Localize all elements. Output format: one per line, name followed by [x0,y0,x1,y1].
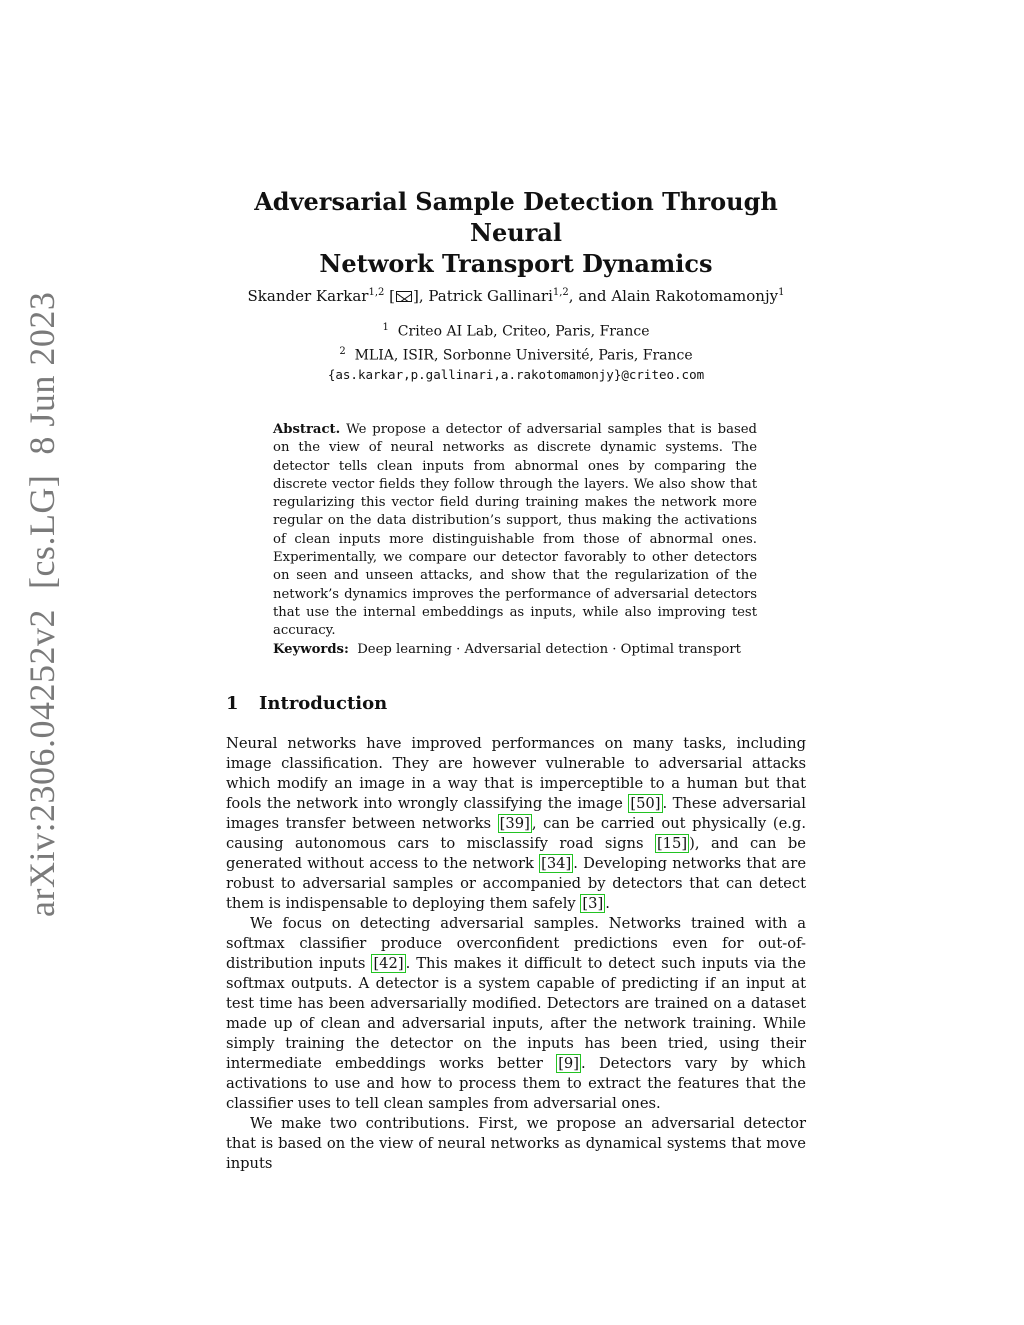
author-name: Patrick Gallinari [428,287,553,305]
arxiv-category: [cs.LG] [22,474,62,590]
keywords-label: Keywords: [273,642,349,657]
affiliations [226,318,806,385]
affiliation-text: MLIA, ISIR, Sorbonne Université, Paris, France [354,347,693,364]
abstract-text: We propose a detector of adversarial samples that is based on the view of neural networks as discrete dynamic systems. The detector tells clean inputs from abnormal ones by comparing the discrete vector fields they follow through the layers. We also show that regularizing this vector field during training makes the network more regular on the data distribution’s support, thus making the activations of clean inputs more distinguishable from those of abnormal ones. Experimentally, we compare our detector favorably to other detectors on seen and unseen attacks, and show that the regularization of the network’s dynamics improves the performance of adversarial detectors that use the internal embeddings as inputs, while also improving test accuracy. [273,422,757,639]
author-emails [226,365,806,385]
paragraph [226,734,806,914]
arxiv-identifier-stamp[interactable] [22,291,62,927]
author-separator: ], [412,287,429,305]
paragraph-text: , can be carried out physically (e.g. causing autonomous cars to misclassify road signs [226,815,807,852]
affiliation-mark: 2 [339,345,346,357]
arxiv-id[interactable]: arXiv:2306.04252v2 [22,609,62,917]
paper-title [226,186,806,279]
citation-link[interactable]: [39] [499,815,530,832]
citation-link[interactable]: [3] [582,895,604,912]
title-line-1: Adversarial Sample Detection Through Neural [254,187,778,247]
keywords [273,641,757,659]
paragraph-text: We make two contributions. First, we propose an adversarial detector that is based on the view of neural networks as dynamical systems that move inputs [226,1115,806,1172]
paragraph-text: . These adversarial images transfer between networks [226,795,806,832]
paragraph [226,914,806,1114]
affiliation-line [226,318,806,342]
paragraph-text: ), and can be generated without access to the network [226,835,806,872]
introduction-body [226,734,806,1174]
citation-link[interactable]: [50] [630,795,661,812]
affiliation-line [226,342,806,366]
author-name: Skander Karkar [247,287,369,305]
arxiv-date: 8 Jun 2023 [22,291,62,455]
envelope-icon[interactable] [396,291,412,302]
paragraph [226,1114,806,1174]
section-title: Introduction [259,693,388,714]
author-affil-mark: 1 [778,287,785,298]
citation-link[interactable]: [42] [373,955,404,972]
author-list: Skander Karkar$^{1,2}$ [ ], Patrick Gallinari$^{1,2}$, and Alain Rakotomamonjy$^1$ [247,287,785,305]
citation-link[interactable]: [9] [558,1055,579,1072]
citation-link[interactable]: [34] [541,855,572,872]
affiliation-text: Criteo AI Lab, Criteo, Paris, France [397,323,650,340]
paragraph-text: . [605,895,610,912]
affiliation-mark: 1 [382,322,389,333]
paragraph-text: We focus on detecting adversarial samples. Networks trained with a softmax classifier produce overconfident predictions even for out-of-distribution inputs [226,915,806,972]
author-separator: , and [568,287,612,305]
section-heading [226,692,387,716]
section-number: 1 [226,693,239,714]
paragraph-text: Neural networks have improved performances on many tasks, including image classification. They are however vulnerable to adversarial attacks which modify an image in a way that is imperceptible to a human but that fools the network into wrongly classifying the image [226,735,806,812]
author-affil-mark: 1,2 [552,287,569,298]
citation-link[interactable]: [15] [656,835,688,852]
paragraph-text: . Developing networks that are robust to adversarial samples or accompanied by detectors that can detect them is indispensable to deploying them safely [226,855,807,912]
abstract [273,421,757,641]
keywords-text: Deep learning · Adversarial detection · Optimal transport [357,642,741,657]
paragraph-text: . This makes it difficult to detect such inputs via the softmax outputs. A detector is a system capable of predicting if an input at test time has been adversarially modified. Detectors are trained on a dataset made up of clean and adversarial inputs, after the network training. While simply training the detector on the inputs has been tried, using their intermediate embeddings works better [226,955,806,1072]
abstract-label: Abstract. [273,422,341,437]
author-name: Alain Rakotomamonjy [611,287,779,305]
author-affil-mark: 1,2 [368,287,385,298]
paragraph-text: . Detectors vary by which activations to use and how to process them to extract the features that the classifier uses to tell clean samples from adversarial ones. [226,1055,806,1112]
email-addresses[interactable]: {as.karkar,p.gallinari,a.rakotomamonjy}@criteo.com [327,367,705,383]
title-line-2: Network Transport Dynamics [319,249,713,278]
